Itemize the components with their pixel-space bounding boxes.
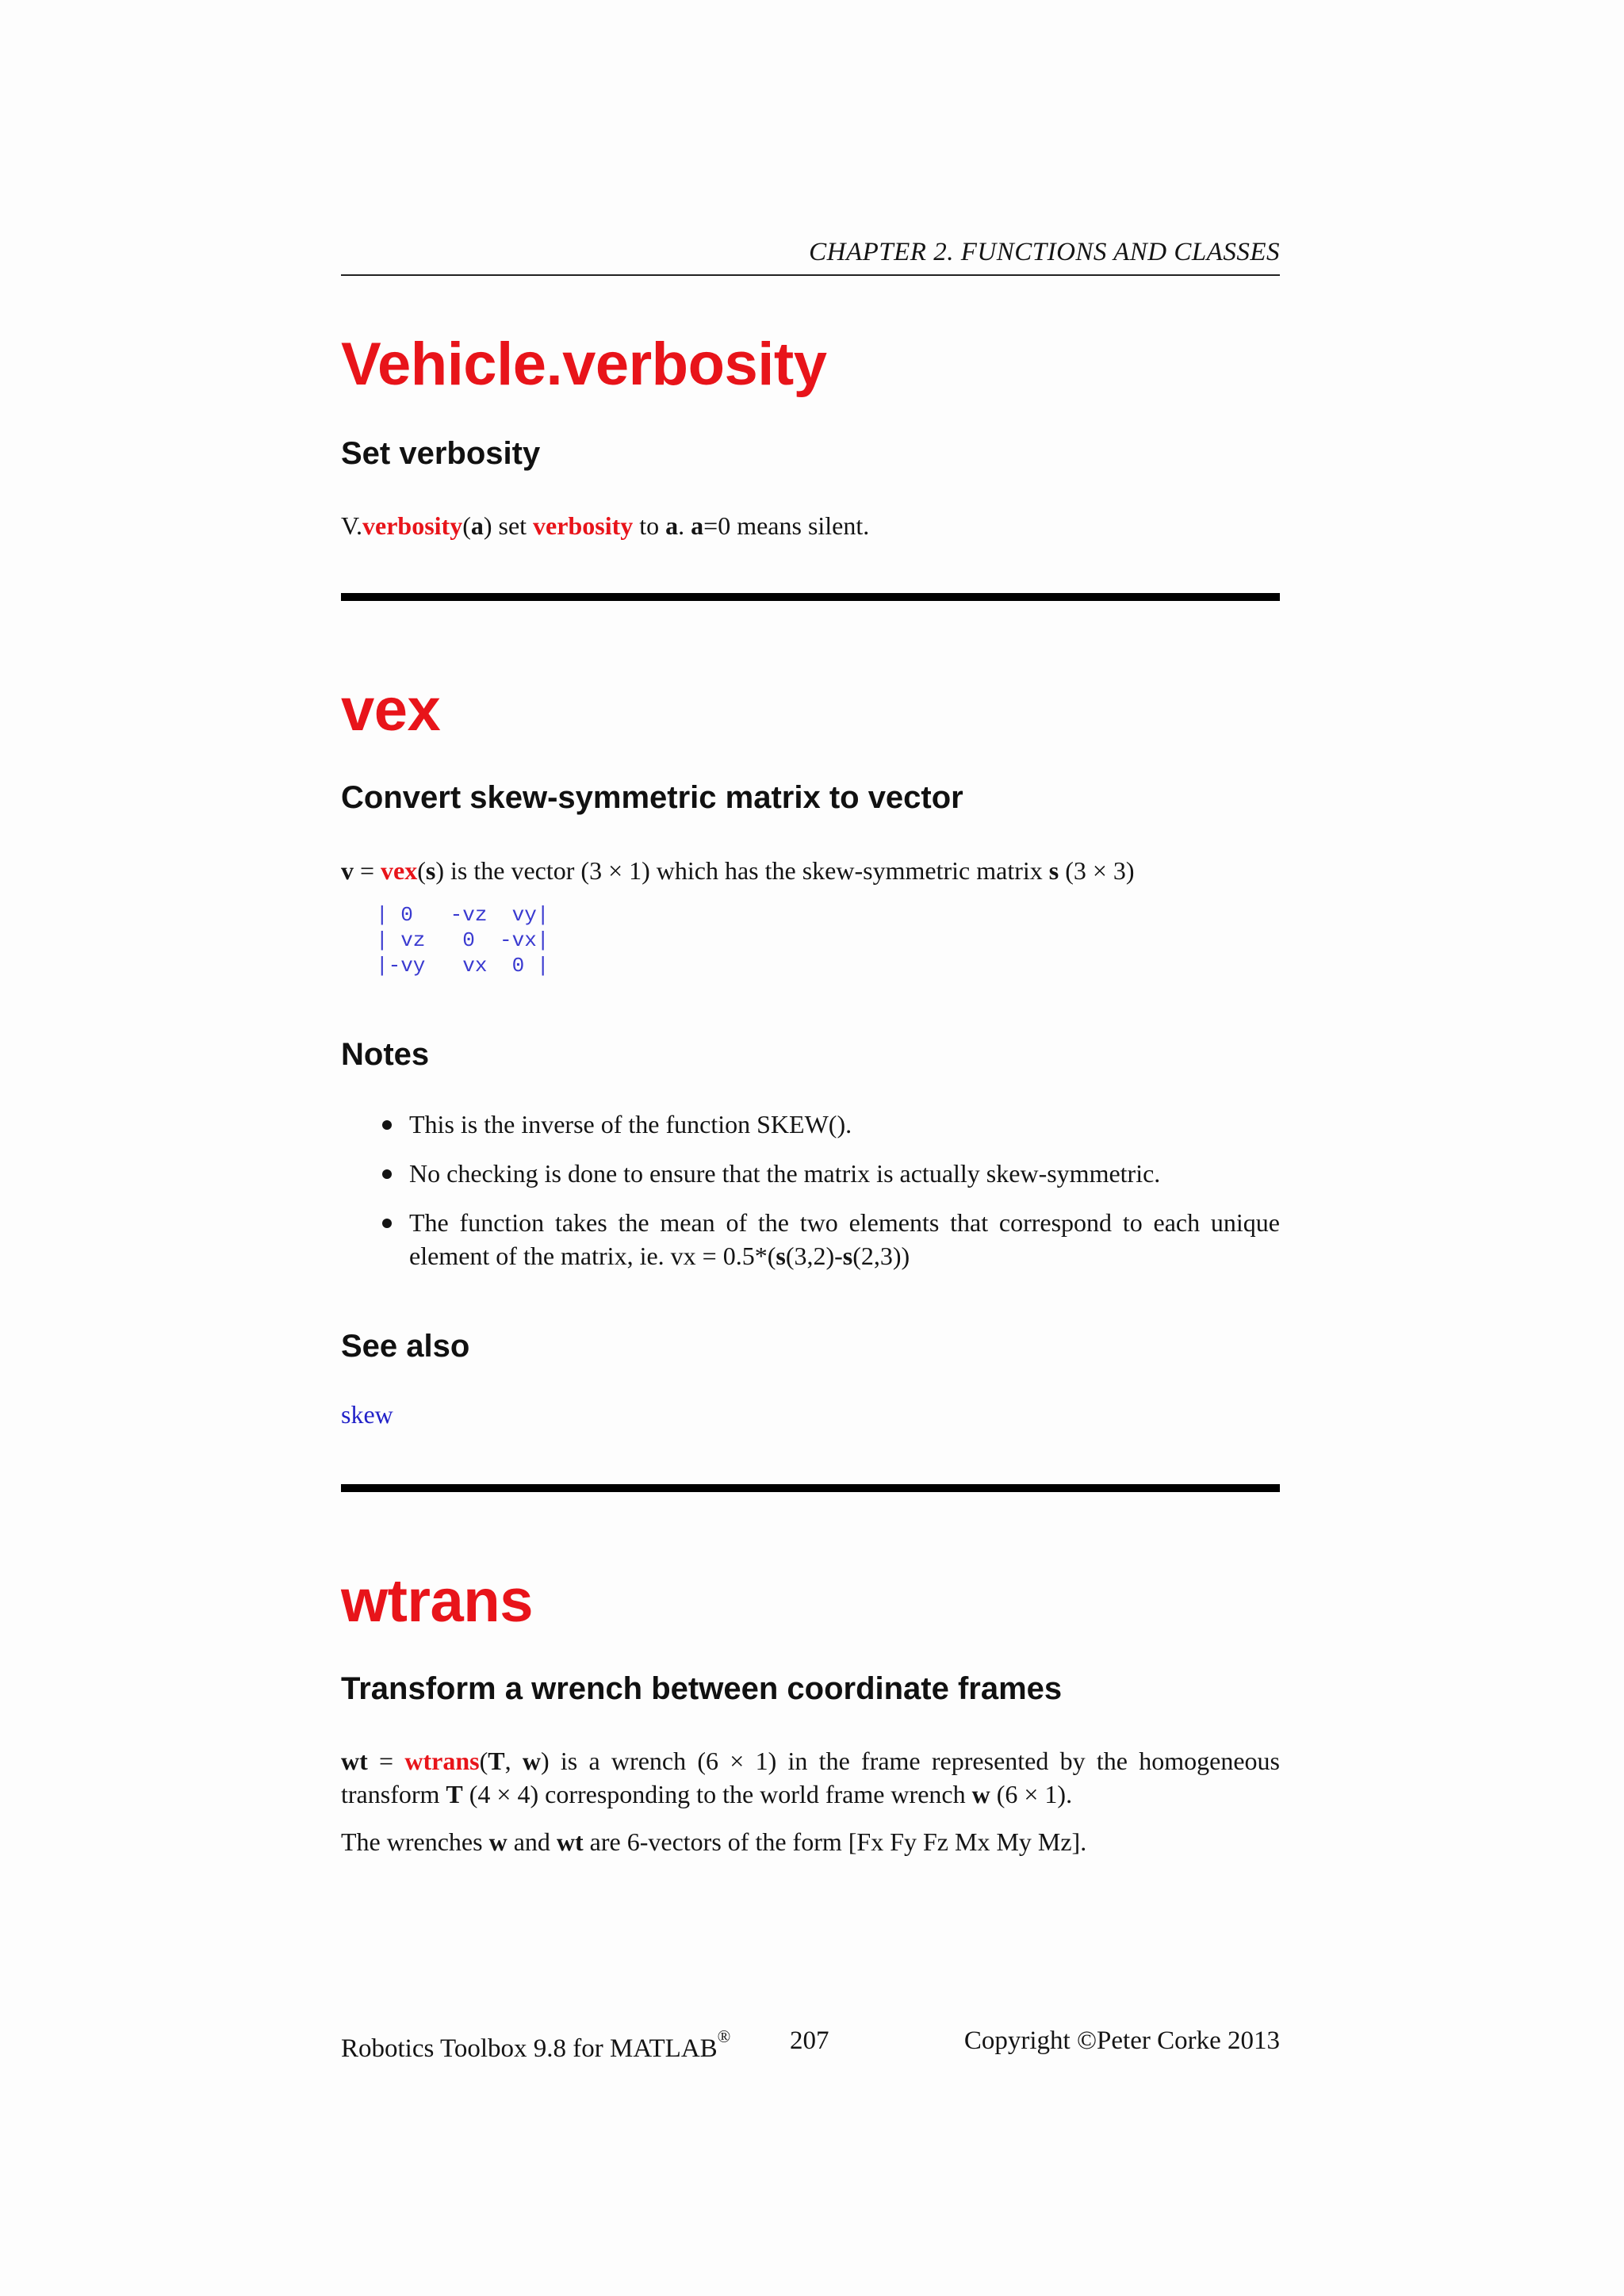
verbosity-description: V.verbosity(a) set verbosity to a. a=0 means silent. [341, 511, 870, 540]
list-item: No checking is done to ensure that the matrix is actually skew-symmetric. [341, 1157, 1280, 1190]
wtrans-wrench-form: The wrenches w and wt are 6-vectors of the form [Fx Fy Fz Mx My Mz]. [341, 1827, 1087, 1856]
bullet-icon [382, 1219, 392, 1228]
vex-description: v = vex(s) is the vector (3 × 1) which has the skew-symmetric matrix s (3 × 3) [341, 856, 1135, 885]
see-also-heading: See also [341, 1329, 470, 1364]
notes-heading: Notes [341, 1037, 430, 1072]
section-subtitle-wtrans: Transform a wrench between coordinate frames [341, 1671, 1063, 1706]
section-title-wtrans: wtrans [341, 1567, 533, 1635]
matrix-code-block: | 0 -vz vy| | vz 0 -vx| |-vy vx 0 | [376, 903, 550, 978]
bullet-icon [382, 1120, 392, 1130]
running-header: CHAPTER 2. FUNCTIONS AND CLASSES [809, 238, 1280, 266]
footer-title: Robotics Toolbox 9.8 for MATLAB® [341, 2026, 731, 2063]
bullet-icon [382, 1169, 392, 1179]
list-item: This is the inverse of the function SKEW(). [341, 1108, 1280, 1141]
section-title-vex: vex [341, 676, 441, 744]
section-divider [341, 593, 1280, 601]
page-number: 207 [790, 2026, 829, 2055]
wtrans-description: wt = wtrans(T, w) is a wrench (6 × 1) in the frame represented by the homogeneous transform T (4 × 4) corresponding to the world frame wrench w (6 × 1). [341, 1747, 1281, 1808]
see-also-link-skew[interactable]: skew [341, 1400, 393, 1429]
header-rule [341, 274, 1280, 276]
section-title-verbosity: Vehicle.verbosity [341, 331, 827, 398]
section-subtitle-verbosity: Set verbosity [341, 436, 541, 471]
section-subtitle-vex: Convert skew-symmetric matrix to vector [341, 780, 963, 815]
notes-list [341, 1108, 1280, 1288]
footer-copyright: Copyright ©Peter Corke 2013 [963, 2026, 1280, 2055]
section-divider [341, 1484, 1280, 1492]
list-item: The function takes the mean of the two elements that correspond to each unique element of the matrix, ie. vx = 0.5*(s(3,2)-s(2,3)) [341, 1206, 1280, 1272]
